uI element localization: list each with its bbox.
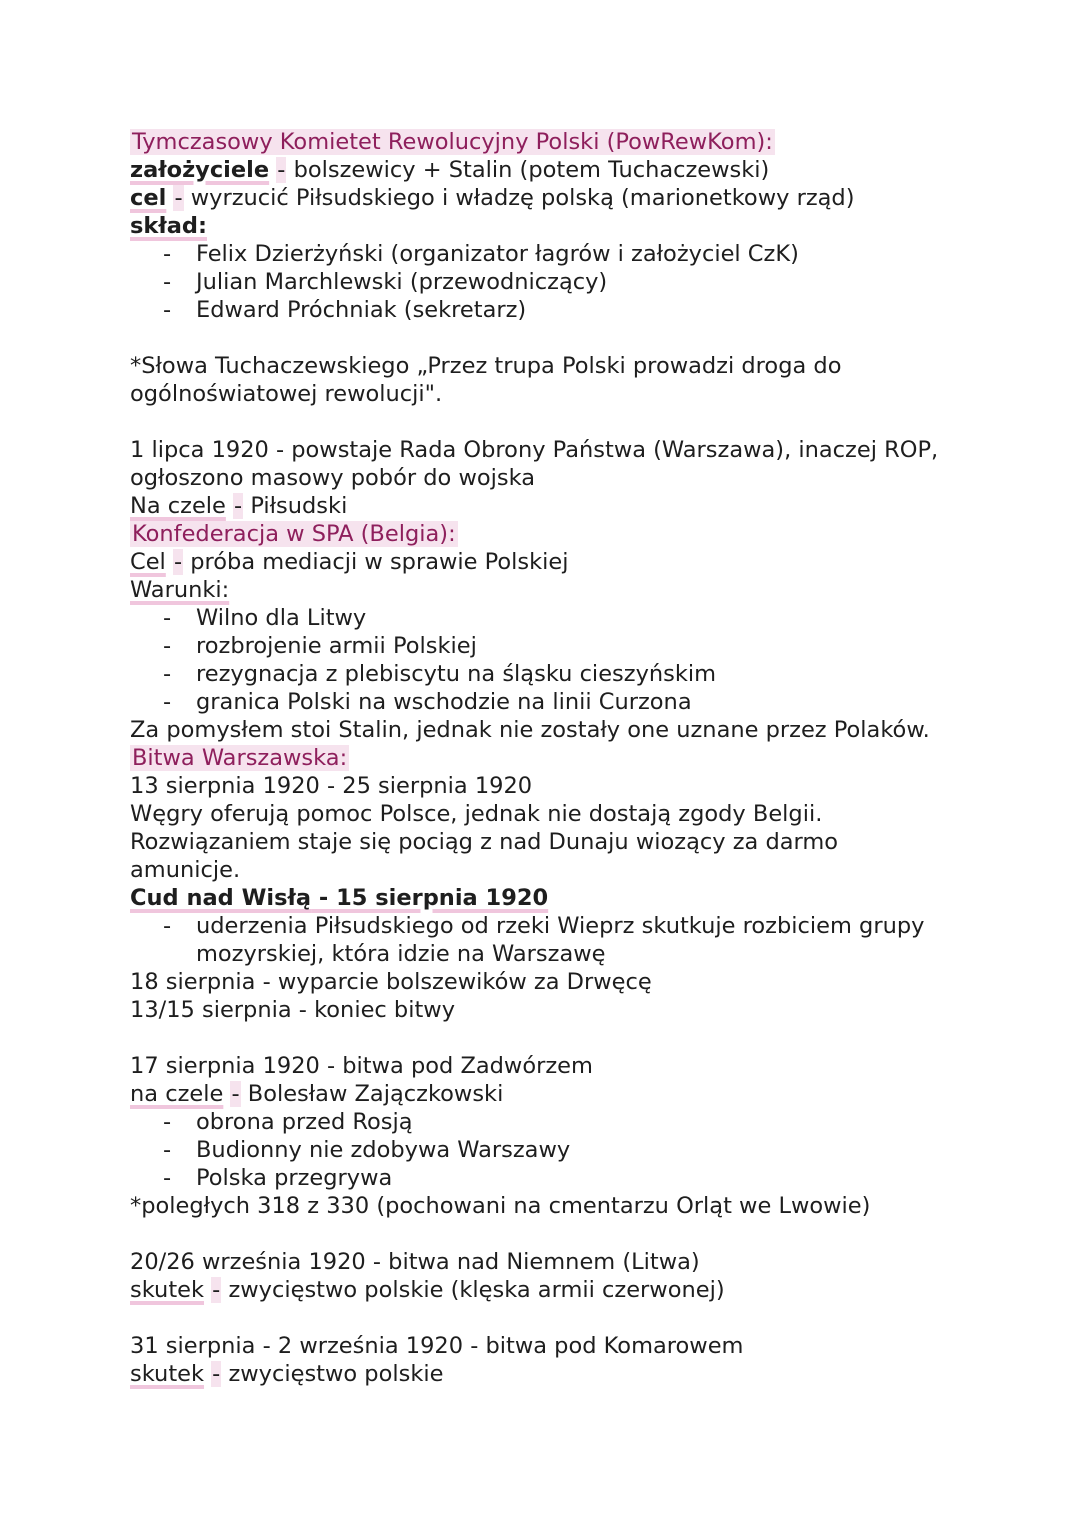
zadworze-line: 17 sierpnia 1920 - bitwa pod Zadwórzem bbox=[130, 1053, 593, 1079]
member-item: Edward Próchniak (sekretarz) bbox=[196, 297, 527, 323]
miracle-item: uderzenia Piłsudskiego od rzeki Wieprz skutkuje rozbiciem grupy bbox=[196, 913, 925, 939]
spa-goal: Cel - próba mediacji w sprawie Polskiej bbox=[130, 549, 569, 575]
warsaw-end: 13/15 sierpnia - koniec bitwy bbox=[130, 997, 456, 1023]
quote-line: ogólnoświatowej rewolucji". bbox=[130, 381, 443, 407]
warsaw-aug18: 18 sierpnia - wyparcie bolszewików za Drwęcę bbox=[130, 969, 652, 995]
committee-goal: cel - wyrzucić Piłsudskiego i władzę polską (marionetkowy rząd) bbox=[130, 185, 855, 211]
warsaw-title: Bitwa Warszawska: bbox=[132, 745, 348, 771]
spa-note: Za pomysłem stoi Stalin, jednak nie zostały one uznane przez Polaków. bbox=[130, 717, 930, 743]
condition-item: granica Polski na wschodzie na linii Curzona bbox=[196, 689, 692, 715]
rop-line: ogłoszono masowy pobór do wojska bbox=[130, 465, 536, 491]
spa-conditions-label: Warunki: bbox=[130, 577, 230, 603]
miracle-heading: Cud nad Wisłą - 15 sierpnia 1920 bbox=[130, 885, 549, 911]
condition-item: Wilno dla Litwy bbox=[196, 605, 367, 631]
zadworze-note: *poległych 318 z 330 (pochowani na cmentarzu Orląt we Lwowie) bbox=[130, 1193, 871, 1219]
member-item: Felix Dzierżyński (organizator łagrów i założyciel CzK) bbox=[196, 241, 799, 267]
niemen-result: skutek - zwycięstwo polskie (klęska armii czerwonej) bbox=[130, 1277, 725, 1303]
committee-members-label: skład: bbox=[130, 213, 207, 239]
quote-line: *Słowa Tuchaczewskiego „Przez trupa Polski prowadzi droga do bbox=[130, 353, 842, 379]
committee-founders: założyciele - bolszewicy + Stalin (potem Tuchaczewski) bbox=[130, 157, 770, 183]
zadworze-item: Budionny nie zdobywa Warszawy bbox=[196, 1137, 571, 1163]
zadworze-head: na czele - Bolesław Zajączkowski bbox=[130, 1081, 504, 1107]
zadworze-item: Polska przegrywa bbox=[196, 1165, 393, 1191]
warsaw-line: Rozwiązaniem staje się pociąg z nad Dunaju wiozący za darmo bbox=[130, 829, 839, 855]
warsaw-line: Węgry oferują pomoc Polsce, jednak nie dostają zgody Belgii. bbox=[130, 801, 823, 827]
niemen-line: 20/26 września 1920 - bitwa nad Niemnem (Litwa) bbox=[130, 1249, 700, 1275]
rop-line: 1 lipca 1920 - powstaje Rada Obrony Państwa (Warszawa), inaczej ROP, bbox=[130, 437, 939, 463]
spa-title: Konfederacja w SPA (Belgia): bbox=[132, 521, 456, 547]
rop-head: Na czele - Piłsudski bbox=[130, 493, 348, 519]
komarow-line: 31 sierpnia - 2 września 1920 - bitwa pod Komarowem bbox=[130, 1333, 744, 1359]
note-page: Tymczasowy Komietet Rewolucyjny Polski (PowRewKom): założyciele - bolszewicy + Stalin (potem Tuchaczewski) cel - wyrzucić Piłsudskiego i władzę polską (marionetkowy rząd) skład: - Felix Dzierżyński (organizator łagrów i założyciel CzK) - Julian Marchlewski (przewodniczący) - Edward Próchniak (sekretarz) *Słowa Tuchaczewskiego „Przez trupa Polski prowadzi droga do ogólnoświatowej rewolucji". 1 lipca 1920 - powstaje Rada Obrony Państwa (Warszawa), inaczej ROP, ogłoszono masowy pobór do wojska Na czele - Piłsudski Konfederacja w SPA (Belgia): Cel - próba mediacji w sprawie Polskiej Warunki: - Wilno dla Litwy - rozbrojenie armii Polskiej - rezygnacja z plebiscytu na śląsku cieszyńskim - granica Polski na wschodzie na linii Curzona Za pomysłem stoi Stalin, jednak nie zostały one uznane przez Polaków. Bitwa Warszawska: 13 sierpnia 1920 - 25 sierpnia 1920 Węgry oferują pomoc Polsce, jednak nie dostają zgody Belgii. Rozwiązaniem staje się pociąg z nad Dunaju wiozący za darmo amunicje. Cud nad Wisłą - 15 sierpnia 1920 - uderzenia Piłsudskiego od rzeki Wieprz skutkuje rozbiciem grupy mozyrskiej, która idzie na Warszawę 18 sierpnia - wyparcie bolszewików za Drwęcę 13/15 sierpnia - koniec bitwy 17 sierpnia 1920 - bitwa pod Zadwórzem na czele - Bolesław Zajączkowski - obrona przed Rosją - Budionny nie zdobywa Warszawy - Polska przegrywa *poległych 318 z 330 (pochowani na cmentarzu Orląt we Lwowie) 20/26 września 1920 - bitwa nad Niemnem (Litwa) skutek - zwycięstwo polskie (klęska armii czerwonej) 31 sierpnia - 2 września 1920 - bitwa pod Komarowem skutek - zwycięstwo polskie bbox=[130, 129, 939, 1387]
komarow-result: skutek - zwycięstwo polskie bbox=[130, 1361, 444, 1387]
condition-item: rezygnacja z plebiscytu na śląsku cieszyńskim bbox=[196, 661, 717, 687]
member-item: Julian Marchlewski (przewodniczący) bbox=[196, 269, 608, 295]
warsaw-dates: 13 sierpnia 1920 - 25 sierpnia 1920 bbox=[130, 773, 533, 799]
warsaw-line: amunicje. bbox=[130, 857, 241, 883]
committee-title: Tymczasowy Komietet Rewolucyjny Polski (PowRewKom): bbox=[132, 129, 773, 155]
condition-item: rozbrojenie armii Polskiej bbox=[196, 633, 477, 659]
zadworze-item: obrona przed Rosją bbox=[196, 1109, 413, 1135]
miracle-item-cont: mozyrskiej, która idzie na Warszawę bbox=[196, 941, 606, 967]
